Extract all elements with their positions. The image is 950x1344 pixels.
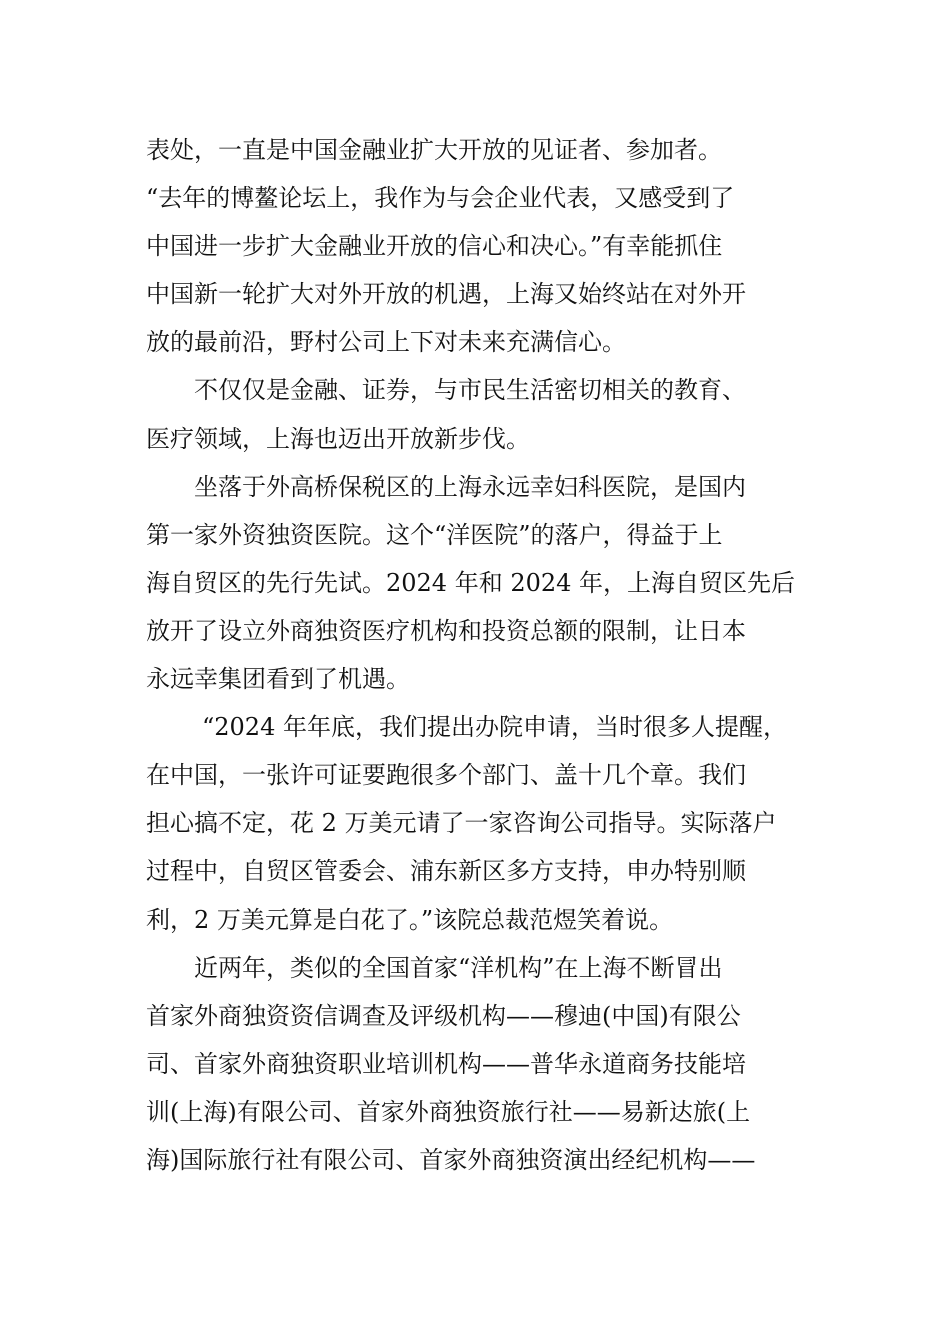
text-line: 司、首家外商独资职业培训机构——普华永道商务技能培 xyxy=(146,1049,746,1078)
text-line: 放开了设立外商独资医疗机构和投资总额的限制，让日本 xyxy=(146,616,746,645)
paragraph-start-line: 不仅仅是金融、证券，与市民生活密切相关的教育、 xyxy=(194,376,746,405)
text-line: “去年的博鳌论坛上，我作为与会企业代表，又感受到了 xyxy=(146,184,735,213)
paragraph-start-line: 坐落于外高桥保税区的上海永远幸妇科医院，是国内 xyxy=(194,472,746,501)
text-line: 永远幸集团看到了机遇。 xyxy=(146,665,410,694)
paragraph-start-line: 近两年，类似的全国首家“洋机构”在上海不断冒出 xyxy=(194,953,723,982)
text-line: 表处，一直是中国金融业扩大开放的见证者、参加者。 xyxy=(146,136,722,164)
text-line: 在中国，一张许可证要跑很多个部门、盖十几个章。我们 xyxy=(146,761,746,790)
text-line: 中国进一步扩大金融业开放的信心和决心。”有幸能抓住 xyxy=(146,232,723,261)
text-line: 第一家外资独资医院。这个“洋医院”的落户，得益于上 xyxy=(146,520,723,549)
text-line: 海自贸区的先行先试。2024 年和 2024 年，上海自贸区先后 xyxy=(146,568,796,597)
text-line: 中国新一轮扩大对外开放的机遇，上海又始终站在对外开 xyxy=(146,280,746,309)
text-line: 放的最前沿，野村公司上下对未来充满信心。 xyxy=(146,328,626,357)
text-line: 海)国际旅行社有限公司、首家外商独资演出经纪机构—— xyxy=(146,1145,756,1174)
paragraph-start-line: “2024 年年底，我们提出办院申请，当时很多人提醒， xyxy=(202,713,787,742)
text-line: 利，2 万美元算是白花了。”该院总裁范煜笑着说。 xyxy=(146,905,674,934)
text-line: 担心搞不定，花 2 万美元请了一家咨询公司指导。实际落户 xyxy=(146,809,777,838)
text-line: 医疗领域，上海也迈出开放新步伐。 xyxy=(146,424,530,453)
text-line: 训(上海)有限公司、首家外商独资旅行社——易新达旅(上 xyxy=(146,1097,751,1126)
body-text xyxy=(146,126,806,1184)
text-line: 过程中，自贸区管委会、浦东新区多方支持，申办特别顺 xyxy=(146,857,746,886)
text-line: 首家外商独资资信调查及评级机构——穆迪(中国)有限公 xyxy=(146,1001,741,1030)
